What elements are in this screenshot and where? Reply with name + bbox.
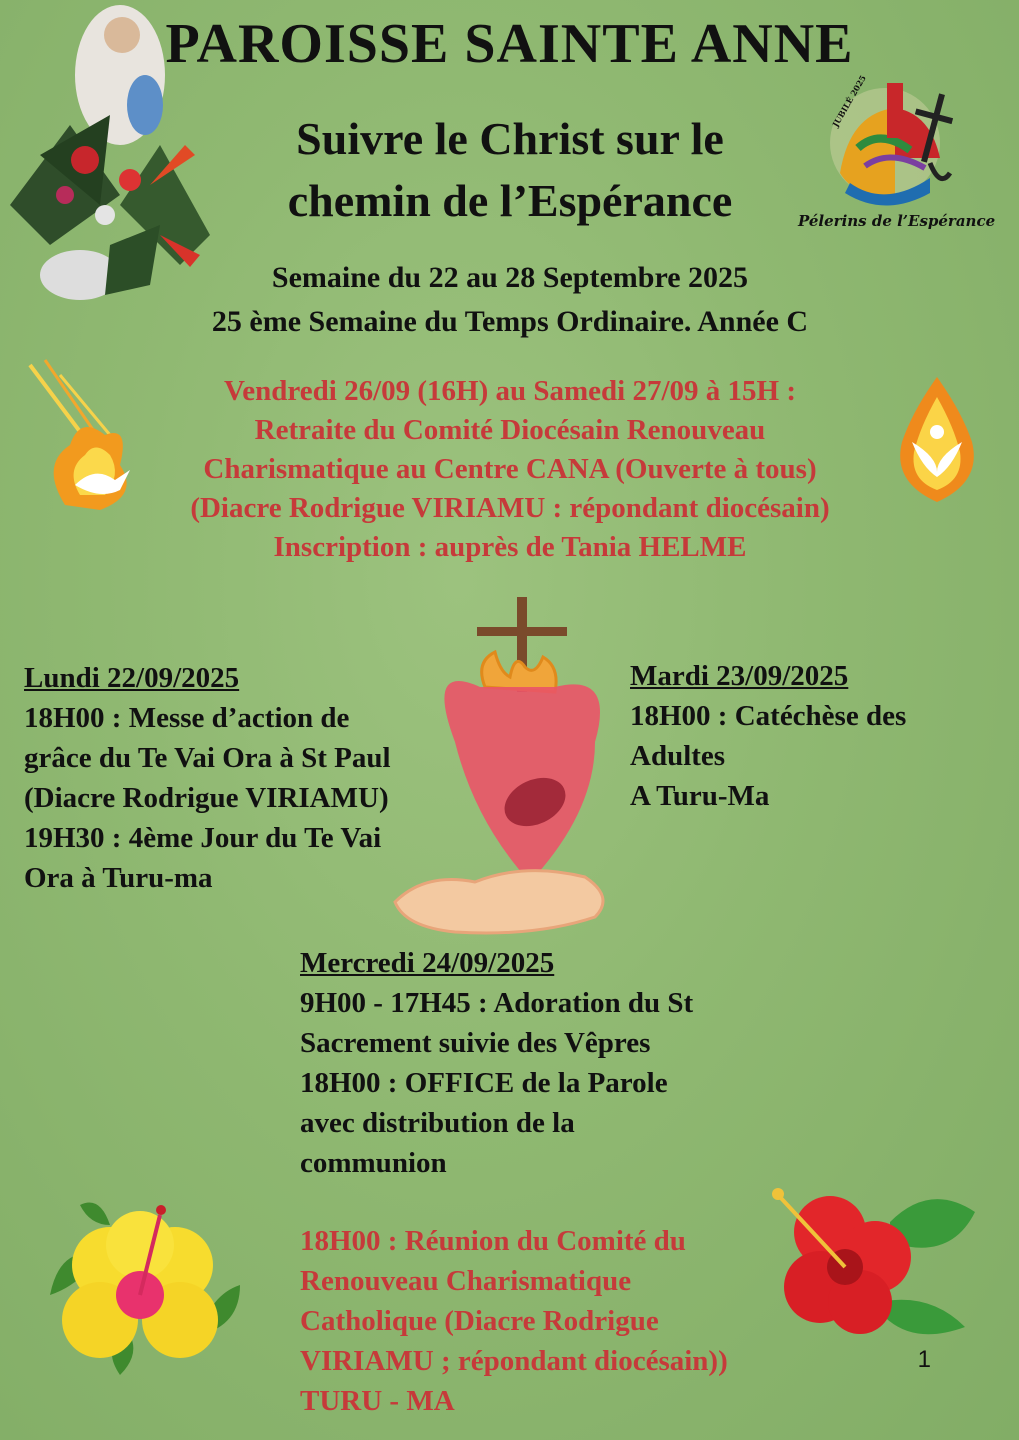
- retreat-line-2: Retraite du Comité Diocésain Renouveau: [254, 414, 766, 446]
- week-info: [80, 256, 940, 344]
- jubilee-ring-text: JUBILÉ 2025: [830, 73, 868, 129]
- monday-heading: Lundi 22/09/2025: [24, 662, 240, 694]
- subtitle-line-2: chemin de l’Espérance: [287, 175, 733, 226]
- monday-line: grâce du Te Vai Ora à St Paul: [24, 742, 391, 774]
- retreat-line-5: Inscription : auprès de Tania HELME: [273, 531, 747, 563]
- wednesday-red-line: Catholique (Diacre Rodrigue: [300, 1305, 659, 1337]
- page-number: 1: [917, 1346, 931, 1373]
- wednesday-line: 9H00 - 17H45 : Adoration du St: [300, 987, 694, 1019]
- wednesday-schedule: [300, 943, 820, 1421]
- monday-line: Ora à Turu-ma: [24, 862, 213, 894]
- tuesday-line: Adultes: [630, 740, 726, 772]
- wednesday-red-line: Renouveau Charismatique: [300, 1265, 632, 1297]
- retreat-announcement: [100, 372, 920, 567]
- retreat-line-4: (Diacre Rodrigue VIRIAMU : répondant diocésain): [190, 492, 830, 524]
- week-liturgical: 25 ème Semaine du Temps Ordinaire. Année C: [211, 305, 809, 338]
- tuesday-line: A Turu-Ma: [630, 780, 770, 812]
- monday-line: 18H00 : Messe d’action de: [24, 702, 350, 734]
- tuesday-line: 18H00 : Catéchèse des: [630, 700, 907, 732]
- subtitle-line-1: Suivre le Christ sur le: [296, 113, 724, 164]
- wednesday-heading: Mercredi 24/09/2025: [300, 947, 555, 979]
- red-hibiscus-icon: [760, 1182, 980, 1347]
- wednesday-red-line: 18H00 : Réunion du Comité du: [300, 1225, 686, 1257]
- wednesday-line: Sacrement suivie des Vêpres: [300, 1027, 651, 1059]
- monday-line: (Diacre Rodrigue VIRIAMU): [24, 782, 389, 814]
- jubilee-logo-caption: Pélerins de l’Espérance: [798, 212, 996, 230]
- page-title: PAROISSE SAINTE ANNE: [165, 13, 854, 75]
- wednesday-red-line: TURU - MA: [300, 1385, 455, 1417]
- monday-schedule: [24, 658, 484, 898]
- week-dates: Semaine du 22 au 28 Septembre 2025: [271, 261, 749, 294]
- jubilee-emblem-icon: [790, 78, 990, 213]
- yellow-hibiscus-icon: [40, 1185, 250, 1385]
- wednesday-line: avec distribution de la: [300, 1107, 575, 1139]
- wednesday-line: communion: [300, 1147, 447, 1179]
- tuesday-schedule: [630, 656, 1000, 816]
- jubilee-logo: [790, 73, 1000, 243]
- wednesday-red-line: VIRIAMU ; répondant diocésain)): [300, 1345, 728, 1377]
- page-subtitle: [180, 108, 840, 232]
- retreat-line-1: Vendredi 26/09 (16H) au Samedi 27/09 à 15H :: [224, 375, 796, 407]
- monday-line: 19H30 : 4ème Jour du Te Vai: [24, 822, 382, 854]
- retreat-line-3: Charismatique au Centre CANA (Ouverte à tous): [203, 453, 817, 485]
- wednesday-line: 18H00 : OFFICE de la Parole: [300, 1067, 668, 1099]
- tuesday-heading: Mardi 23/09/2025: [630, 660, 849, 692]
